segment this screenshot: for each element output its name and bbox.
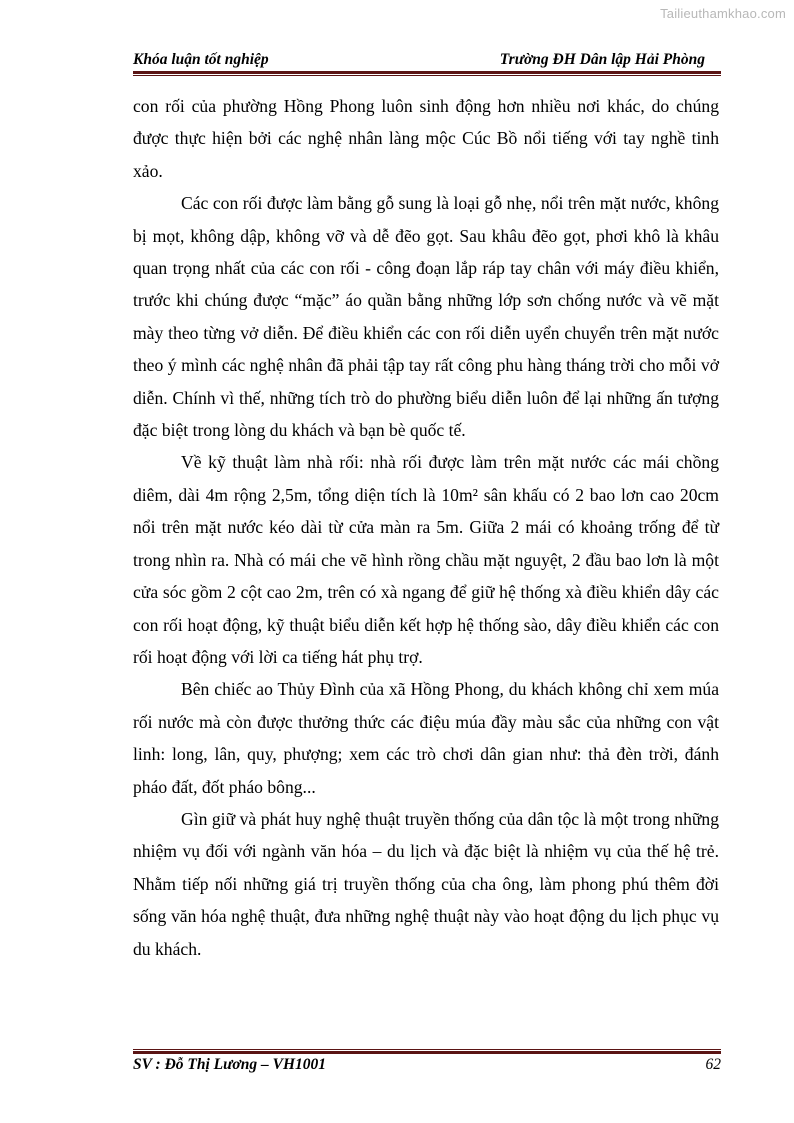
header-rule-thin bbox=[133, 75, 721, 76]
footer-rule-thin bbox=[133, 1049, 721, 1050]
footer-student-name: SV : Đỗ Thị Lương – VH1001 bbox=[133, 1056, 327, 1073]
paragraph-puppet-house: Về kỹ thuật làm nhà rối: nhà rối được làm trên mặt nước các mái chồng diêm, dài 4m rộng 2,5m, tổng diện tích là 10m² sân khấu có 2 bao lơn cao 20cm nổi trên mặt nước kéo dài từ cửa màn ra 5m. Giữa 2 mái có khoảng trống để từ trong nhìn ra. Nhà có mái che vẽ hình rồng chầu mặt nguyệt, 2 đầu bao lơn là một cửa sóc gồm 2 cột cao 2m, trên có xà ngang để giữ hệ thống xà điều khiển dây các con rối hoạt động, kỹ thuật biểu diễn kết hợp hệ thống sào, dây điều khiển các con rối hoạt động với lời ca tiếng hát phụ trợ. bbox=[133, 452, 719, 667]
header-rule-thick bbox=[133, 71, 721, 74]
footer-rule-thick bbox=[133, 1051, 721, 1054]
page-number: 62 bbox=[705, 1056, 721, 1073]
paragraph-preservation: Gìn giữ và phát huy nghệ thuật truyền thống của dân tộc là một trong những nhiệm vụ đối với ngành văn hóa – du lịch và đặc biệt là nhiệm vụ của thế hệ trẻ. Nhằm tiếp nối những giá trị truyền thống của cha ông, làm phong phú thêm đời sống văn hóa nghệ thuật, đưa những nghệ thuật này vào hoạt động du lịch phục vụ du khách. bbox=[133, 808, 719, 959]
watermark-text: Tailieuthamkhao.com bbox=[660, 6, 786, 21]
header-thesis-label: Khóa luận tốt nghiệp bbox=[133, 51, 269, 68]
paragraph-puppet-making: Các con rối được làm bằng gỗ sung là loại gỗ nhẹ, nổi trên mặt nước, không bị mọt, không dập, không vỡ và dễ đẽo gọt. Sau khâu đẽo gọt, phơi khô là khâu quan trọng nhất của các con rối - công đoạn lắp ráp tay chân với máy điều khiển, trước khi chúng được “mặc” áo quần bằng những lớp sơn chống nước và vẽ mặt mày theo từng vở diễn. Để điều khiển các con rối diễn uyển chuyển trên mặt nước theo ý mình các nghệ nhân đã phải tập tay rất công phu hàng tháng trời cho mỗi vở diễn. Chính vì thế, những tích trò do phường biểu diễn luôn để lại những ấn tượng đặc biệt trong lòng du khách và bạn bè quốc tế. bbox=[133, 193, 719, 441]
paragraph-continued: con rối của phường Hồng Phong luôn sinh động hơn nhiều nơi khác, do chúng được thực hiện bởi các nghệ nhân làng mộc Cúc Bồ nổi tiếng với tay nghề tinh xảo. bbox=[133, 96, 719, 181]
header-university-name: Trường ĐH Dân lập Hải Phòng bbox=[499, 51, 705, 68]
paragraph-thuy-dinh-pond: Bên chiếc ao Thủy Đình của xã Hồng Phong, du khách không chỉ xem múa rối nước mà còn được thưởng thức các điệu múa đầy màu sắc của những con vật linh: long, lân, quy, phượng; xem các trò chơi dân gian như: thả đèn trời, đánh pháo đất, đốt pháo bông... bbox=[133, 679, 719, 797]
page-header bbox=[133, 49, 721, 71]
page-body bbox=[133, 90, 719, 965]
page-footer bbox=[133, 1056, 721, 1078]
